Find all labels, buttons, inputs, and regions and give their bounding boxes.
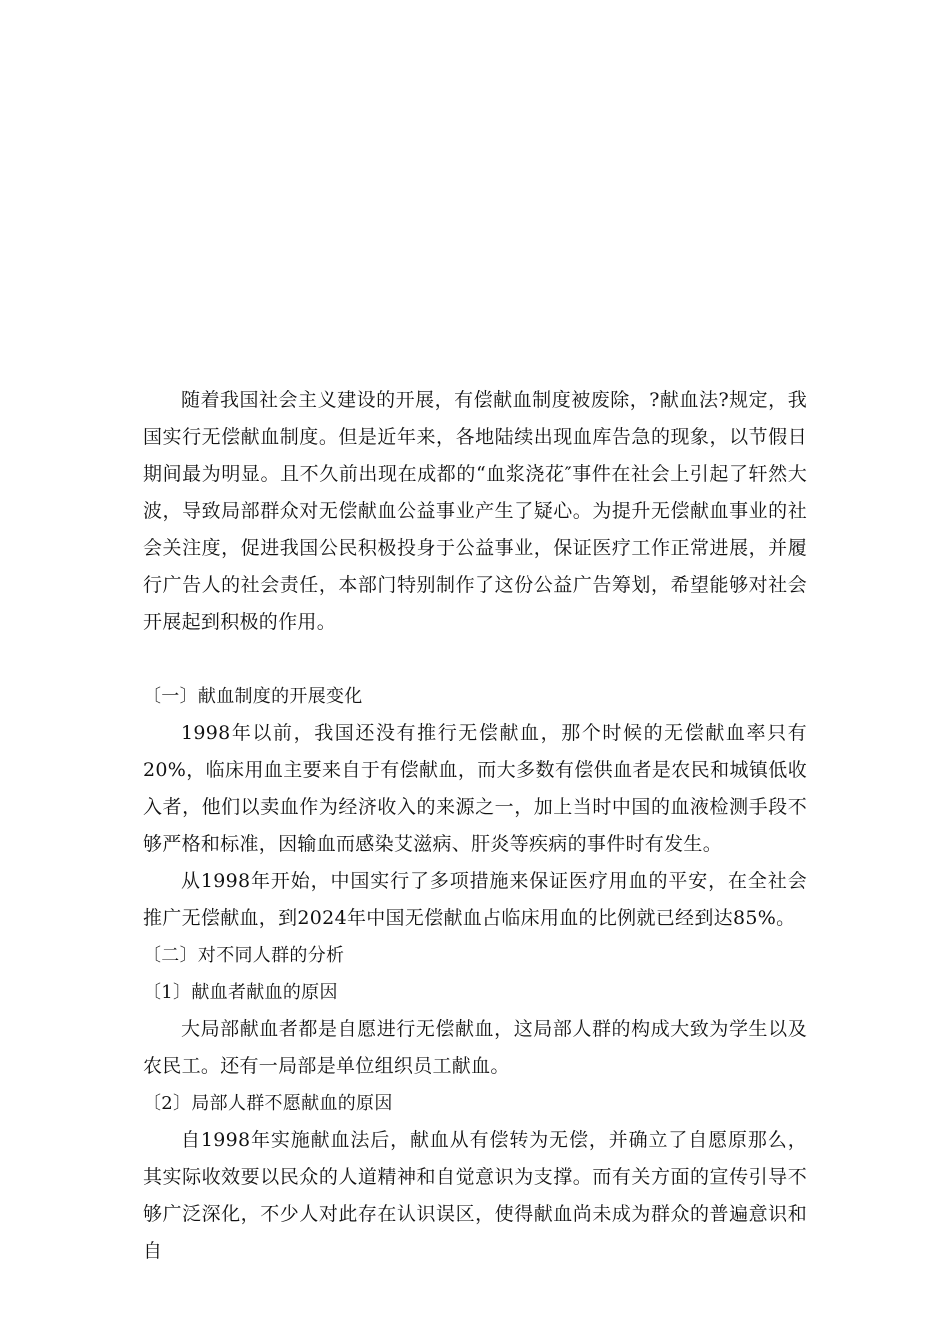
subsection-heading-1: 〔1〕献血者献血的原因 (143, 982, 338, 1003)
subsection-heading-2: 〔2〕局部人群不愿献血的原因 (143, 1093, 393, 1114)
intro-paragraph: 随着我国社会主义建设的开展，有偿献血制度被废除，?献血法?规定，我国实行无偿献血制度。但是近年来，各地陆续出现血库告急的现象，以节假日期间最为明显。且不久前出现在成都的“血浆浇花″事件在社会上引起了轩然大波，导致局部群众对无偿献血公益事业产生了疑心。为提升无偿献血事业的社会关注度，促进我国公民积极投身于公益事业，保证医疗工作正常进展，并履行广告人的社会责任，本部门特别制作了这份公益广告筹划，希望能够对社会开展起到积极的作用。 (143, 389, 807, 633)
section-1-paragraph-1: 1998年以前，我国还没有推行无偿献血，那个时候的无偿献血率只有20%，临床用血主要来自于有偿献血，而大多数有偿供血者是农民和城镇低收入者，他们以卖血作为经济收入的来源之一，加上当时中国的血液检测手段不够严格和标准，因输血而感染艾滋病、肝炎等疾病的事件时有发生。 (143, 722, 807, 855)
section-heading-1: 〔一〕献血制度的开展变化 (143, 686, 363, 707)
subsection-1-paragraph: 大局部献血者都是自愿进行无偿献血，这局部人群的构成大致为学生以及农民工。还有一局部是单位组织员工献血。 (143, 1018, 807, 1077)
subsection-2-paragraph: 自1998年实施献血法后，献血从有偿转为无偿，并确立了自愿原那么，其实际收效要以民众的人道精神和自觉意识为支撑。而有关方面的宣传引导不够广泛深化，不少人对此存在认识误区，使得献血尚未成为群众的普遍意识和自 (143, 1129, 807, 1262)
document-body (143, 382, 807, 1270)
section-heading-2: 〔二〕对不同人群的分析 (143, 945, 345, 966)
section-1-paragraph-2: 从1998年开始，中国实行了多项措施来保证医疗用血的平安，在全社会推广无偿献血，到2024年中国无偿献血占临床用血的比例就已经到达85%。 (143, 870, 807, 929)
